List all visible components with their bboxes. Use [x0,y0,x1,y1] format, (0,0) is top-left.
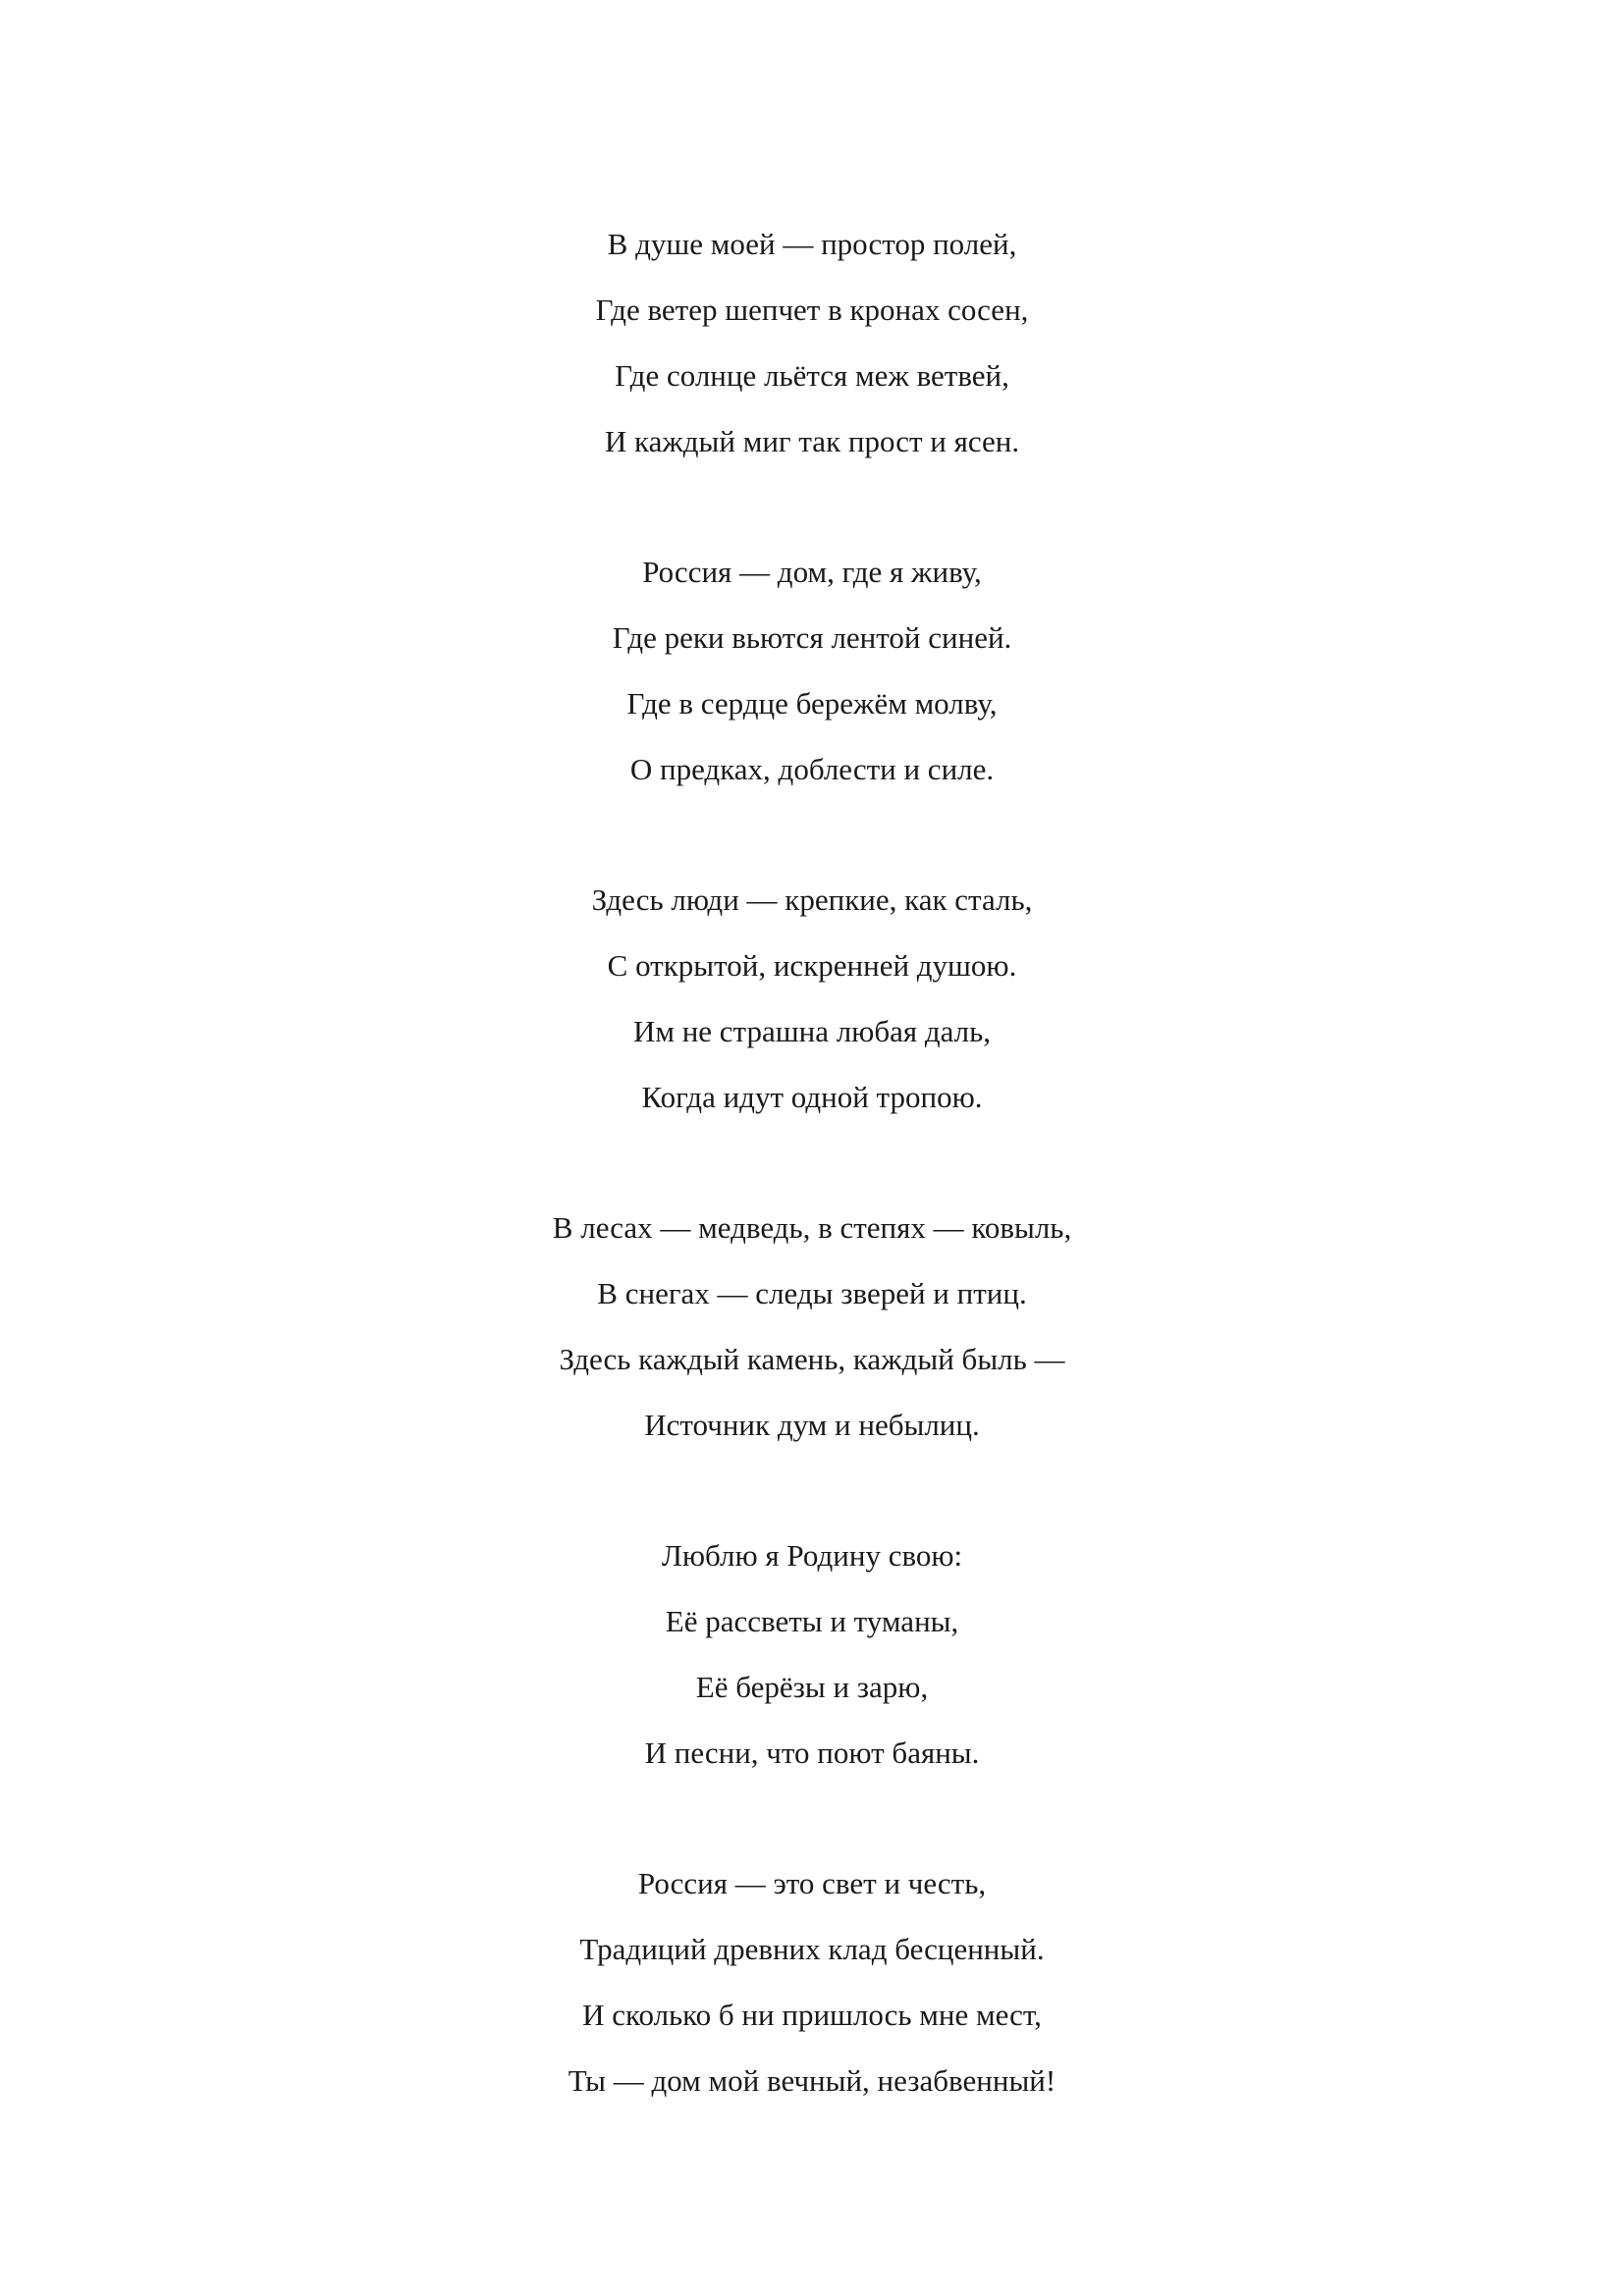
poem-line: И каждый миг так прост и ясен. [604,424,1020,458]
poem-line: С открытой, искренней душою. [607,948,1017,983]
poem-line: Здесь каждый камень, каждый быль — [559,1342,1065,1376]
poem-line: Люблю я Родину свою: [661,1538,963,1573]
poem-line: Где в сердце бережём молву, [626,686,998,721]
poem-line: Где солнце льётся меж ветвей, [615,358,1009,393]
poem-line: Где реки вьются лентой синей. [612,620,1012,655]
stanza-3 [0,867,1624,1130]
poem-line: Россия — это свет и честь, [637,1866,987,1900]
poem-line: Им не страшна любая даль, [632,1014,992,1048]
stanza-5 [0,1522,1624,1786]
poem [0,211,1624,2178]
poem-line: В лесах — медведь, в степях — ковыль, [552,1210,1072,1245]
stanza-1 [0,211,1624,474]
poem-line: Россия — дом, где я живу, [642,555,982,589]
poem-line: Традиций древних клад бесценный. [579,1932,1045,1966]
poem-line: В душе моей — простор полей, [607,227,1017,261]
poem-line: И песни, что поют баяны. [644,1735,980,1770]
poem-line: И сколько б ни пришлось мне мест, [582,1998,1042,2032]
stanza-2 [0,539,1624,802]
poem-line: Источник дум и небылиц. [644,1408,980,1442]
stanza-4 [0,1195,1624,1458]
stanza-6 [0,1850,1624,2113]
poem-line: Ты — дом мой вечный, незабвенный! [568,2063,1056,2098]
poem-line: Её берёзы и зарю, [695,1670,929,1704]
poem-line: Где ветер шепчет в кронах сосен, [595,293,1029,327]
poem-line: Здесь люди — крепкие, как сталь, [591,882,1033,917]
poem-line: Когда идут одной тропою. [641,1080,983,1114]
poem-line: В снегах — следы зверей и птиц. [597,1276,1027,1310]
poem-line: О предках, доблести и силе. [629,752,995,786]
poem-line: Её рассветы и туманы, [665,1604,959,1638]
